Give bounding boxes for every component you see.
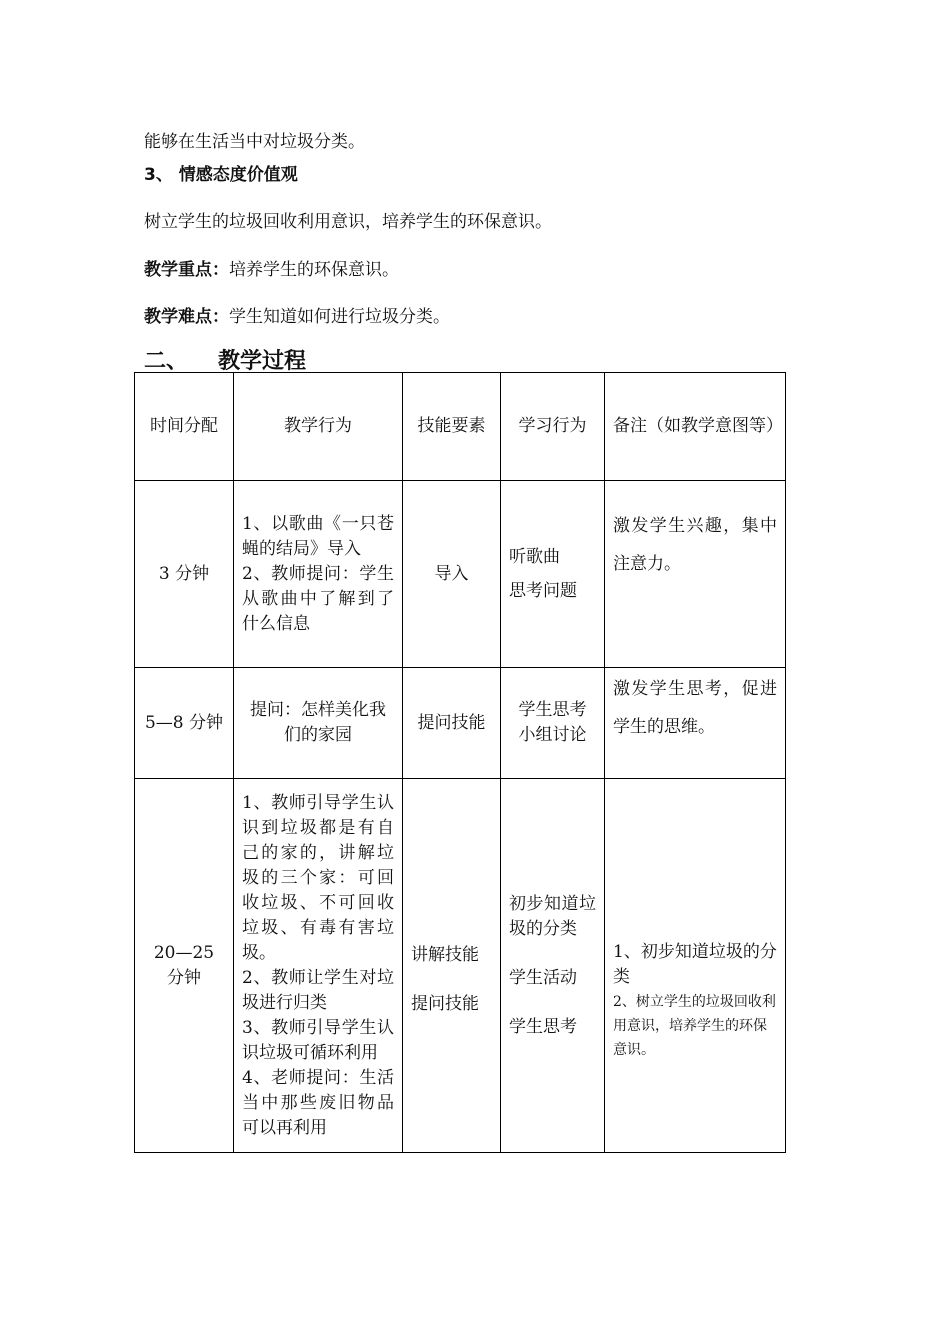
row3-learning-item: 学生思考 xyxy=(509,1016,577,1037)
row1-teaching-item: 1、以歌曲《一只苍蝇的结局》导入 xyxy=(242,513,394,559)
table-row xyxy=(135,668,786,779)
teaching-process-table xyxy=(134,372,786,1153)
row3-learning-item: 初步知道垃圾的分类 xyxy=(509,893,596,939)
row2-learning-item: 小组讨论 xyxy=(518,725,587,745)
row3-teaching-item: 2、教师让学生对垃圾进行归类 xyxy=(242,967,394,1013)
row3-notes-item: 1、初步知道垃圾的分类 xyxy=(613,941,777,987)
row3-learning xyxy=(501,779,605,1153)
row1-learning xyxy=(501,481,605,668)
intro-line-1: 能够在生活当中对垃圾分类。 xyxy=(144,132,365,152)
row2-skills: 提问技能 xyxy=(403,668,501,779)
row1-teaching xyxy=(234,481,403,668)
header-teaching: 教学行为 xyxy=(234,373,403,481)
row1-teaching-item: 2、教师提问：学生从歌曲中了解到了什么信息 xyxy=(242,563,394,634)
row3-teaching-item: 4、老师提问：生活当中那些废旧物品可以再利用 xyxy=(242,1067,394,1138)
difficulty-point xyxy=(144,302,450,327)
row1-time: 3 分钟 xyxy=(135,481,234,668)
row3-skills-item: 提问技能 xyxy=(411,993,479,1014)
table-header-row xyxy=(135,373,786,481)
key-point-text: 培养学生的环保意识。 xyxy=(229,260,399,280)
table-row xyxy=(135,481,786,668)
row2-time: 5—8 分钟 xyxy=(135,668,234,779)
row2-learning-item: 学生思考 xyxy=(518,700,587,720)
key-point xyxy=(144,255,399,280)
key-point-label: 教学重点： xyxy=(144,260,229,280)
difficulty-label: 教学难点： xyxy=(144,307,229,327)
process-title: 教学过程 xyxy=(218,349,307,374)
row3-skills xyxy=(403,779,501,1153)
row2-teaching: 提问：怎样美化我们的家园 xyxy=(234,668,403,779)
row1-skills: 导入 xyxy=(403,481,501,668)
header-time: 时间分配 xyxy=(135,373,234,481)
process-number: 二、 xyxy=(144,349,189,374)
row1-learning-item: 听歌曲 xyxy=(509,547,560,567)
table-row xyxy=(135,779,786,1153)
row1-notes: 激发学生兴趣，集中注意力。 xyxy=(605,481,786,668)
row3-teaching-item: 3、教师引导学生认识垃圾可循环利用 xyxy=(242,1017,394,1063)
row3-teaching-item: 1、教师引导学生认识到垃圾都是有自己的家的，讲解垃圾的三个家：可回收垃圾、不可回收垃圾、有毒有害垃圾。 xyxy=(242,792,394,963)
row3-notes-item: 2、树立学生的垃圾回收利用意识，培养学生的环保意识。 xyxy=(613,993,776,1058)
row2-learning xyxy=(501,668,605,779)
row3-time: 20—25 分钟 xyxy=(135,779,234,1153)
row2-notes: 激发学生思考，促进学生的思维。 xyxy=(605,668,786,779)
row3-learning-item: 学生活动 xyxy=(509,967,577,988)
header-skills: 技能要素 xyxy=(403,373,501,481)
row1-learning-item: 思考问题 xyxy=(509,581,577,601)
row3-teaching xyxy=(234,779,403,1153)
header-notes: 备注（如教学意图等） xyxy=(605,373,786,481)
process-heading xyxy=(144,344,306,375)
row3-notes xyxy=(605,779,786,1153)
difficulty-text: 学生知道如何进行垃圾分类。 xyxy=(229,307,450,327)
intro-line-2: 树立学生的垃圾回收利用意识，培养学生的环保意识。 xyxy=(144,212,552,232)
header-learning: 学习行为 xyxy=(501,373,605,481)
row3-skills-item: 讲解技能 xyxy=(411,944,479,965)
section-3-title: 3、 情感态度价值观 xyxy=(144,165,298,185)
